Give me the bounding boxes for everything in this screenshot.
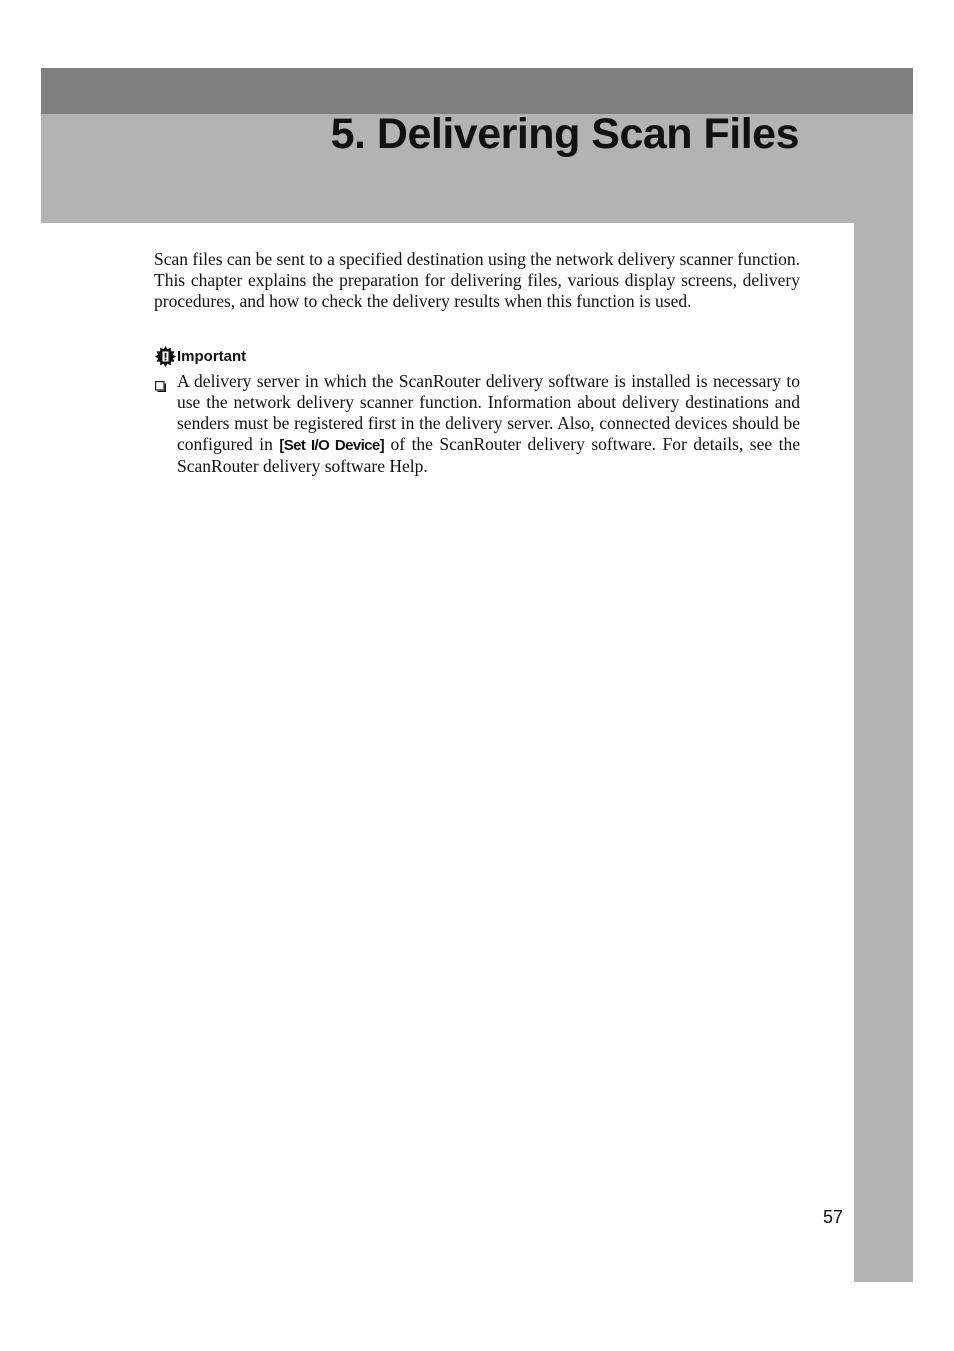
important-list-item (154, 371, 800, 477)
side-thumb-tab (854, 223, 913, 1282)
important-item-text-end: of the ScanRouter delivery software. For details, see the ScanRouter delivery software Help. (177, 434, 800, 476)
checkbox-bullet-icon (155, 376, 166, 387)
important-badge-icon (155, 346, 176, 367)
chapter-title: 5. Delivering Scan Files (330, 110, 799, 158)
intro-paragraph: Scan files can be sent to a specified destination using the network delivery scanner function. This chapter explains the preparation for delivering files, various display screens, delivery procedures, and how to check the delivery results when this function is used. (154, 249, 800, 311)
page-number: 57 (823, 1207, 844, 1227)
important-heading (155, 346, 246, 367)
important-list (154, 371, 800, 477)
chapter-header-dark-band (41, 68, 913, 114)
set-io-device-label: [Set I/O Device] (279, 437, 385, 454)
important-heading-label: Important (177, 348, 247, 365)
important-item-text: A delivery server in which the ScanRouter delivery software is installed is necessary to use the network delivery scanner function. Information about delivery destinations and senders must be registered first in the delivery server. Also, connected devices should be configured in (177, 371, 800, 454)
